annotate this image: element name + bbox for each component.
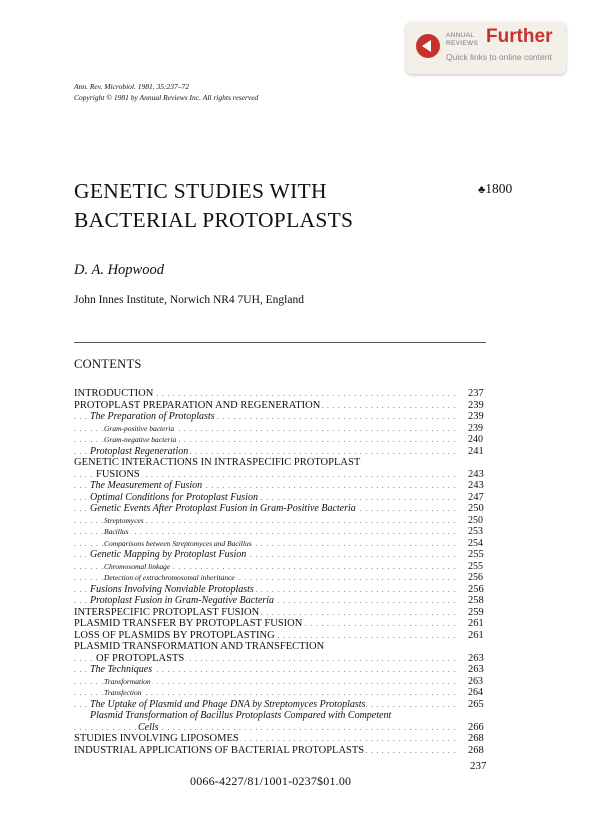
toc-entry-title: Detection of extrachromosomal inheritance [104,573,235,582]
toc-entry [74,584,490,596]
toc-entry [74,699,490,711]
toc-entry-title: Transfection [104,688,142,697]
code-number: 1800 [485,181,513,196]
toc-entry-page: 261 [468,629,484,641]
toc-entry [74,618,490,630]
table-of-contents [74,388,490,756]
toc-entry-title: Transformation [104,676,151,686]
toc-entry [74,515,490,527]
toc-entry-page: 239 [468,422,483,434]
toc-entry-title: The Preparation of Protoplasts [90,411,215,422]
page-number: 237 [470,760,487,772]
toc-entry-page: 265 [468,698,484,710]
toc-entry-page: 243 [468,468,484,480]
citation [74,81,258,103]
article-title [74,177,353,235]
toc-entry-title: Chromosomal linkage [104,561,171,571]
toc-entry [74,526,490,538]
toc-entry [74,411,490,423]
toc-entry-page: 243 [468,480,484,491]
citation-line-1: Ann. Rev. Microbiol. 1981. 35:237–72 [74,82,189,91]
toc-entry [74,595,490,607]
toc-entry [74,503,490,515]
toc-entry [74,469,490,481]
quick-links-label: Quick links to online content [446,52,552,62]
toc-entry [74,641,490,653]
toc-entry-page: 263 [468,675,483,687]
toc-entry-title: The Techniques [90,664,153,675]
toc-entry [74,423,490,435]
toc-entry-title: Protoplast Fusion in Gram-Negative Bacteria [90,595,275,606]
toc-entry-title: INTRODUCTION [74,388,154,399]
toc-entry [74,664,490,676]
toc-entry-title: Optimal Conditions for Protoplast Fusion [90,491,258,503]
toc-entry [74,745,490,757]
toc-entry-title: PLASMID TRANSFORMATION AND TRANSFECTION [74,641,325,652]
toc-entry [74,446,490,458]
play-icon [416,34,440,58]
divider [74,342,486,343]
toc-entry-title: Protoplast Regeneration [90,445,189,457]
toc-entry-title: Gram-negative bacteria [104,435,177,444]
toc-entry [74,733,490,745]
toc-entry [74,572,490,584]
toc-entry-title: FUSIONS [96,468,140,480]
toc-entry [74,434,490,446]
toc-entry [74,676,490,688]
toc-entry [74,480,490,492]
toc-entry [74,561,490,573]
toc-entry-page: 253 [468,526,483,537]
annual-reviews-further-badge[interactable] [406,22,566,74]
toc-entry-page: 256 [468,572,483,583]
toc-entry-page: 255 [468,549,484,560]
toc-entry-page: 239 [468,411,484,422]
toc-entry-title: Genetic Mapping by Protoplast Fusion [90,549,247,560]
toc-entry-page: 239 [468,399,484,411]
toc-entry [74,710,490,722]
reviews-label: REVIEWS [446,39,479,47]
toc-entry-title: GENETIC INTERACTIONS IN INTRASPECIFIC PROTOPLAST [74,457,361,468]
toc-entry-page: 268 [468,733,484,744]
contents-heading: CONTENTS [74,357,142,371]
toc-entry-title: LOSS OF PLASMIDS BY PROTOPLASTING [74,629,275,641]
toc-entry-page: 254 [468,537,483,549]
toc-entry-title: The Uptake of Plasmid and Phage DNA by Streptomyces Protoplasts [90,698,366,710]
footer-code: 0066-4227/81/1001-0237$01.00 [190,774,352,788]
toc-entry-page: 250 [468,514,483,526]
toc-entry-title: PLASMID TRANSFER BY PROTOPLAST FUSION [74,618,303,629]
toc-entry [74,653,490,665]
title-line-2: BACTERIAL PROTOPLASTS [74,208,354,232]
citation-line-2: Copyright © 1981 by Annual Reviews Inc. All rights reserved [74,93,259,102]
toc-entry [74,492,490,504]
affiliation: John Innes Institute, Norwich NR4 7UH, England [74,294,304,306]
toc-entry-title: STUDIES INVOLVING LIPOSOMES [74,733,239,744]
toc-entry-page: 268 [468,744,484,756]
toc-entry [74,400,490,412]
toc-entry [74,630,490,642]
toc-entry-page: 261 [468,618,484,629]
annual-reviews-logo-text [446,32,478,47]
toc-entry-page: 258 [468,595,484,606]
annual-label: ANNUAL [446,32,475,39]
toc-entry [74,457,490,469]
toc-entry-page: 241 [468,445,484,457]
toc-entry [74,549,490,561]
toc-entry-page: 264 [468,687,483,698]
toc-entry-page: 259 [468,606,484,618]
toc-entry [74,722,490,734]
toc-entry-title: Bacillus [104,527,129,536]
toc-entry-title: Cells [138,721,159,733]
toc-entry-title: INTERSPECIFIC PROTOPLAST FUSION [74,606,260,618]
toc-entry-title: Gram-positive bacteria [104,423,175,433]
toc-entry-page: 240 [468,434,483,445]
toc-entry-title: The Measurement of Fusion [90,480,203,491]
toc-entry-page: 266 [468,721,484,733]
toc-entry [74,388,490,400]
toc-entry-title: Fusions Involving Nonviable Protoplasts [90,583,254,595]
toc-entry-title: Comparisons between Streptomyces and Bacillus [104,538,252,548]
author: D. A. Hopwood [74,262,164,278]
toc-entry-title: Genetic Events After Protoplast Fusion in Gram-Positive Bacteria [90,503,356,514]
toc-entry-page: 255 [468,560,483,572]
toc-entry-page: 250 [468,503,484,514]
toc-entry-title: Streptomyces [104,515,144,525]
further-label: Further [486,26,553,47]
toc-entry-title: Plasmid Transformation of Bacillus Protoplasts Compared with Competent [90,710,392,721]
article-code [478,181,512,197]
toc-entry-page: 247 [468,491,484,503]
toc-entry-page: 263 [468,652,484,664]
toc-entry-title: OF PROTOPLASTS [96,652,185,664]
toc-entry [74,687,490,699]
title-line-1: GENETIC STUDIES WITH [74,179,327,203]
toc-entry [74,538,490,550]
club-icon: ♣ [478,184,486,196]
toc-entry-title: PROTOPLAST PREPARATION AND REGENERATION [74,399,321,411]
toc-entry [74,607,490,619]
toc-entry-title: INDUSTRIAL APPLICATIONS OF BACTERIAL PROTOPLASTS [74,744,365,756]
toc-entry-page: 256 [468,583,484,595]
toc-entry-page: 263 [468,664,484,675]
toc-entry-page: 237 [468,388,484,399]
